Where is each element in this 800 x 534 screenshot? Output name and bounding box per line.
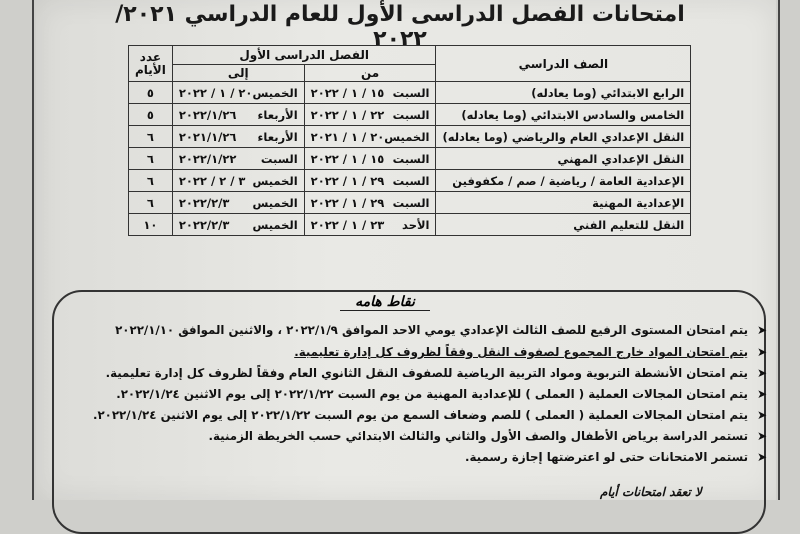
arrow-bullet-icon: ➤ [756,323,768,337]
arrow-bullet-icon: ➤ [756,408,768,422]
cell-days: ٦ [129,192,173,214]
cell-from-date: ٢٣ / ١ / ٢٠٢٢ [310,217,385,232]
cell-to-day: السبت [260,151,298,166]
cell-from [304,126,436,148]
header-days-line1: عدد [139,49,162,64]
list-item [80,405,770,426]
cell-days: ٥ [129,104,173,126]
cell-from [304,82,436,104]
cell-to-day: الأربعاء [257,129,298,144]
cell-grade: النقل الإعدادي المهني [436,148,691,170]
arrow-bullet-icon: ➤ [756,387,768,401]
cell-to-date: ٢٠٢١/١/٢٦ [178,129,237,144]
cell-to [172,126,304,148]
list-item [80,342,770,363]
cell-grade: النقل الإعدادي العام والرياضي (وما يعادله) [436,126,691,148]
cell-from-day: السبت [392,151,430,166]
cell-from [304,104,436,126]
cell-to [172,214,304,236]
cell-to [172,170,304,192]
page-border-right [778,0,780,500]
header-days [129,46,173,82]
note-text: تستمر الامتحانات حتى لو اعترضتها إجازة رسمية. [465,450,748,464]
cell-to-date: ٣ / ٢ / ٢٠٢٢ [178,173,246,188]
cell-to [172,148,304,170]
list-item [80,426,770,447]
list-item [80,318,770,342]
cell-from-day: السبت [392,107,430,122]
cell-grade: النقل للتعليم الفني [436,214,691,236]
cell-from-day: السبت [392,195,430,210]
cell-from [304,214,436,236]
cell-from-date: ٢٢ / ١ / ٢٠٢٢ [310,107,385,122]
table-header-row [129,46,691,65]
header-to: إلى [172,65,304,82]
cell-to [172,192,304,214]
list-item [80,384,770,405]
cell-to-day: الأربعاء [257,107,298,122]
table-row [129,148,691,170]
cell-from-date: ٢٩ / ١ / ٢٠٢٢ [310,173,385,188]
table-row [129,82,691,104]
cell-from-date: ١٥ / ١ / ٢٠٢٢ [310,151,385,166]
cell-grade: الرابع الابتدائي (وما يعادله) [436,82,691,104]
page-border-left [32,0,34,500]
cell-grade: الخامس والسادس الابتدائي (وما يعادله) [436,104,691,126]
list-item [80,363,770,384]
arrow-bullet-icon: ➤ [756,429,768,443]
header-days-line2: الأيام [135,62,166,77]
table-row [129,214,691,236]
notes-heading: نقاط هامه [340,294,430,311]
notes-last-line: لا تعقد امتحانات أيام [600,485,702,499]
arrow-bullet-icon: ➤ [756,345,768,359]
cell-to-date: ٢٠٢٢/٢/٣ [178,195,230,210]
arrow-bullet-icon: ➤ [756,366,768,380]
cell-to [172,104,304,126]
cell-to-date: ٢٠٢٢/١/٢٦ [178,107,237,122]
cell-days: ٦ [129,170,173,192]
note-text: يتم امتحان المجالات العملية ( العملى ) للصم وضعاف السمع من يوم السبت ٢٠٢٢/١/٢٢ إلى يوم الاثنين ٢٠٢٢/١/٢٤. [92,408,748,422]
table-row [129,170,691,192]
cell-days: ٥ [129,82,173,104]
arrow-bullet-icon: ➤ [756,450,768,464]
cell-grade: الإعدادية العامة / رياضية / صم / مكفوفين [436,170,691,192]
cell-to-day: الخميس [252,85,298,100]
cell-from-date: ٢٠ / ١ / ٢٠٢١ [310,129,385,144]
note-text: يتم امتحان المجالات العملية ( العملى ) للإعدادية المهنية من يوم السبت ٢٠٢٢/١/٢٢ إلى يوم الاثنين ٢٠٢٢/١/٢٤. [116,387,748,401]
cell-days: ٦ [129,148,173,170]
notes-list [80,318,770,468]
table-row [129,104,691,126]
cell-to-day: الخميس [252,195,298,210]
cell-to-date: ٢٠٢٢/١/٢٢ [178,151,237,166]
header-term: الفصل الدراسى الأول [172,46,436,65]
table-row [129,126,691,148]
cell-to-day: الخميس [252,217,298,232]
cell-from [304,148,436,170]
cell-from-day: السبت [392,173,430,188]
header-grade: الصف الدراسي [436,46,691,82]
page-title: امتحانات الفصل الدراسى الأول للعام الدراسي ٢٠٢١/ ٢٠٢٢ [115,2,685,52]
cell-from-day: الخميس [384,129,430,144]
cell-to-date: ٢٠ / ١ / ٢٠٢٢ [178,85,253,100]
cell-from-day: الأحد [402,217,430,232]
note-text: يتم امتحان المواد خارج المجموع لصفوف النقل وفقاً لظروف كل إدارة تعليمية. [294,345,748,359]
note-text: تستمر الدراسة برياض الأطفال والصف الأول والثاني والثالث الابتدائي حسب الخريطة الزمنية. [208,429,748,443]
header-from: من [304,65,436,82]
exam-schedule-table [128,45,691,236]
cell-from [304,170,436,192]
list-item [80,447,770,468]
cell-days: ١٠ [129,214,173,236]
cell-grade: الإعدادية المهنية [436,192,691,214]
table-row [129,192,691,214]
cell-to-date: ٢٠٢٢/٢/٣ [178,217,230,232]
cell-from [304,192,436,214]
cell-from-date: ١٥ / ١ / ٢٠٢٢ [310,85,385,100]
cell-from-date: ٢٩ / ١ / ٢٠٢٢ [310,195,385,210]
cell-days: ٦ [129,126,173,148]
cell-to-day: الخميس [252,173,298,188]
cell-from-day: السبت [392,85,430,100]
note-text: يتم امتحان المستوى الرفيع للصف الثالث الإعدادي يومي الاحد الموافق ٢٠٢٢/١/٩ ، والاثنين الموافق ٢٠٢٢/١/١٠ [115,323,748,337]
cell-to [172,82,304,104]
note-text: يتم امتحان الأنشطة التربوية ومواد التربية الرياضية للصفوف النقل الثانوي العام وفقاً لظروف كل إدارة تعليمية. [105,366,748,380]
